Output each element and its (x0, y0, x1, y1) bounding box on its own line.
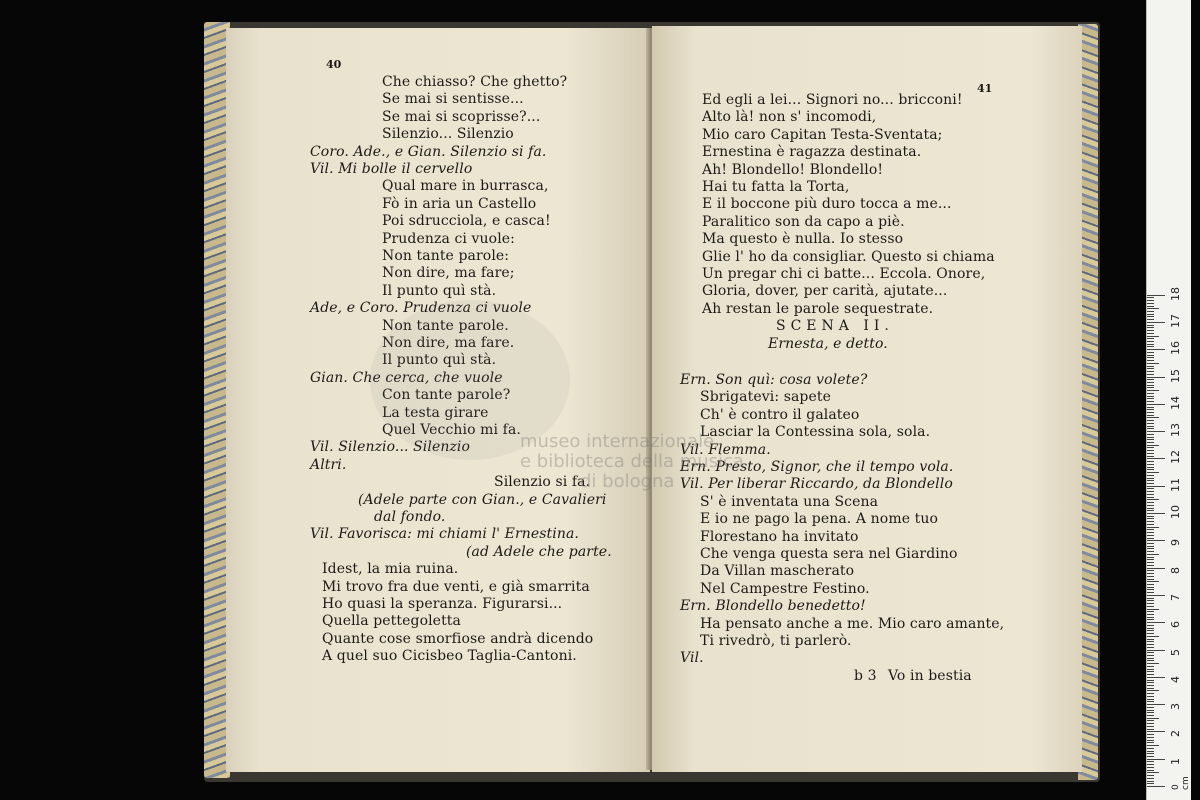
ruler-tick (1147, 677, 1165, 678)
text-line: Mio caro Capitan Testa-Sventata; (702, 126, 943, 143)
text-line: Silenzio si fa. (494, 474, 591, 491)
text-line: Nel Campestre Festino. (700, 580, 870, 597)
ruler-number: 10 (1169, 505, 1182, 519)
ruler-tick (1147, 439, 1154, 440)
text-line: Gloria, dover, per carità, ajutate... (702, 283, 948, 300)
ruler-tick (1147, 412, 1154, 413)
ruler-tick (1147, 674, 1154, 675)
ruler-tick (1147, 447, 1154, 448)
ruler-tick (1147, 319, 1154, 320)
text-line: Ade, e Coro. Prudenza ci vuole (310, 300, 532, 317)
ruler-tick (1147, 513, 1165, 514)
ruler-tick (1147, 701, 1154, 702)
ruler-tick (1147, 641, 1154, 642)
ruler-number: 6 (1169, 621, 1182, 629)
ruler-tick (1147, 781, 1154, 782)
ruler-tick (1147, 363, 1159, 364)
text-line: Non tante parole: (382, 248, 510, 264)
text-line: Se mai si scoprisse?... (382, 108, 541, 125)
ruler-tick (1147, 480, 1154, 481)
ruler-tick (1147, 630, 1154, 631)
ruler-tick (1147, 377, 1165, 378)
ruler-number: 18 (1169, 286, 1182, 301)
ruler-tick (1147, 338, 1154, 339)
text-line: La testa girare (382, 404, 489, 421)
ruler-tick (1147, 546, 1154, 547)
ruler-number: 8 (1169, 566, 1182, 574)
ruler-number: 14 (1169, 395, 1182, 410)
ruler-tick (1147, 603, 1154, 604)
text-line: Glie l' ho da consigliar. Questo si chiama (702, 248, 995, 265)
text-line: Ed egli a lei... Signori no... bricconi! (702, 92, 963, 108)
ruler-tick (1147, 516, 1154, 517)
ruler-tick (1147, 723, 1154, 724)
ruler-tick (1147, 745, 1159, 746)
ruler-tick (1147, 699, 1154, 700)
text-line: Quel Vecchio mi fa. (382, 422, 521, 438)
ruler-tick (1147, 748, 1154, 749)
ruler-tick (1147, 589, 1154, 590)
ruler-tick (1147, 636, 1159, 637)
text-line: Ha pensato anche a me. Mio caro amante, (700, 615, 1005, 632)
ruler-tick (1147, 644, 1154, 645)
text-line: E il boccone più duro tocca a me... (702, 196, 952, 213)
ruler-tick (1147, 565, 1154, 566)
ruler-tick (1147, 360, 1154, 361)
ruler-tick (1147, 559, 1154, 560)
ruler-tick (1147, 437, 1154, 438)
ruler-tick (1147, 505, 1154, 506)
scene-characters: Ernesta, e detto. (768, 336, 888, 352)
ruler-tick (1147, 333, 1154, 334)
text-line: Un pregar chi ci batte... Eccola. Onore, (702, 266, 986, 282)
text-line: A quel suo Cicisbeo Taglia-Cantoni. (322, 648, 577, 665)
ruler-tick (1147, 682, 1154, 683)
ruler-tick (1147, 617, 1154, 618)
text-line: Altri. (310, 456, 347, 473)
ruler-tick (1147, 379, 1154, 380)
text-line: Da Villan mascherato (700, 563, 855, 580)
ruler-tick (1147, 562, 1154, 563)
ruler-tick (1147, 598, 1154, 599)
scene-heading: SCENA II. (776, 318, 894, 334)
ruler-tick (1147, 478, 1154, 479)
ruler-tick (1147, 508, 1154, 509)
ruler-tick (1147, 336, 1159, 337)
ruler-tick (1147, 710, 1154, 711)
ruler-tick (1147, 401, 1154, 402)
ruler-tick (1147, 729, 1154, 730)
page-number-left: 40 (326, 58, 342, 71)
ruler-tick (1147, 551, 1154, 552)
ruler-tick (1147, 540, 1165, 541)
ruler-tick (1147, 327, 1154, 328)
text-line: Ernestina è ragazza destinata. (702, 144, 922, 161)
ruler-tick (1147, 295, 1165, 296)
ruler-tick (1147, 611, 1154, 612)
ruler-tick (1147, 759, 1165, 760)
ruler-tick (1147, 445, 1159, 446)
text-line: Se mai si sentisse... (382, 91, 524, 108)
ruler-tick (1147, 390, 1159, 391)
text-line: Ti rivedrò, ti parlerò. (700, 633, 852, 649)
text-line: Poi sdrucciola, e casca! (382, 213, 551, 230)
ruler-unit: 0 cm (1171, 776, 1191, 790)
ruler-number: 5 (1169, 648, 1182, 656)
ruler-tick (1147, 458, 1165, 459)
watermark-line-1: museo internazionale (520, 431, 715, 452)
ruler-number: 17 (1169, 313, 1182, 328)
ruler-tick (1147, 344, 1154, 345)
ruler-tick (1147, 704, 1165, 705)
ruler-tick (1147, 368, 1154, 369)
ruler-tick (1147, 726, 1154, 727)
ruler-tick (1147, 663, 1159, 664)
ruler-tick (1147, 297, 1154, 298)
ruler-tick (1147, 472, 1159, 473)
ruler-tick (1147, 415, 1154, 416)
ruler-tick (1147, 538, 1154, 539)
ruler-tick (1147, 527, 1159, 528)
ruler-number: 4 (1169, 675, 1182, 683)
ruler-tick (1147, 349, 1165, 350)
ruler-tick (1147, 764, 1154, 765)
ruler-tick (1147, 720, 1154, 721)
ruler-tick (1147, 731, 1165, 732)
ruler-tick (1147, 786, 1165, 787)
text-line: Non dire, ma fare. (382, 335, 515, 351)
ruler-tick (1147, 423, 1154, 424)
ruler-tick (1147, 467, 1154, 468)
ruler-tick (1147, 587, 1154, 588)
ruler-tick (1147, 524, 1154, 525)
ruler-tick (1147, 316, 1154, 317)
ruler-tick (1147, 352, 1154, 353)
ruler-tick (1147, 693, 1154, 694)
ruler-tick (1147, 628, 1154, 629)
text-line: Idest, la mia ruina. (322, 561, 459, 578)
ruler-tick (1147, 614, 1154, 615)
ruler-tick (1147, 742, 1154, 743)
ruler-tick (1147, 426, 1154, 427)
text-line: Qual mare in burrasca, (382, 178, 549, 195)
ruler-tick (1147, 600, 1154, 601)
text-line: Ho quasi la speranza. Figurarsi... (322, 596, 563, 612)
text-line: Fò in aria un Castello (382, 195, 537, 212)
ruler-tick (1147, 712, 1154, 713)
watermark-line-3: di bologna (580, 471, 675, 492)
ruler-tick (1147, 751, 1154, 752)
ruler-tick (1147, 633, 1154, 634)
ruler-tick (1147, 535, 1154, 536)
text-line: dal fondo. (374, 509, 446, 525)
ruler-tick (1147, 655, 1154, 656)
text-line: (ad Adele che parte. (466, 543, 612, 560)
ruler-tick (1147, 464, 1154, 465)
ruler-tick (1147, 404, 1165, 405)
ruler-tick (1147, 696, 1154, 697)
ruler-tick (1147, 650, 1165, 651)
ruler-tick (1147, 658, 1154, 659)
ruler-tick (1147, 300, 1154, 301)
ruler-tick (1147, 393, 1154, 394)
ruler-tick (1147, 557, 1154, 558)
ruler-tick (1147, 355, 1154, 356)
ruler-tick (1147, 579, 1154, 580)
ruler-tick (1147, 398, 1154, 399)
text-line: Florestano ha invitato (700, 528, 859, 545)
ruler-tick (1147, 685, 1154, 686)
ruler-tick (1147, 660, 1154, 661)
text-line: Vil. (680, 650, 704, 667)
ruler-tick (1147, 442, 1154, 443)
ruler-tick (1147, 570, 1154, 571)
ruler-tick (1147, 592, 1154, 593)
ruler-tick (1147, 756, 1154, 757)
ruler-tick (1147, 475, 1154, 476)
watermark-line-2: e biblioteca della musica (520, 451, 744, 472)
ruler-tick (1147, 543, 1154, 544)
ruler-tick (1147, 715, 1154, 716)
ruler-tick (1147, 420, 1154, 421)
text-line: Il punto quì stà. (382, 282, 497, 299)
ruler-tick (1147, 491, 1154, 492)
text-line: (Adele parte con Gian., e Cavalieri (358, 491, 607, 508)
text-line: Ch' è contro il galateo (700, 406, 860, 423)
ruler-tick (1147, 371, 1154, 372)
ruler-tick (1147, 428, 1154, 429)
ruler-tick (1147, 497, 1154, 498)
ruler-tick (1147, 783, 1154, 784)
ruler-tick (1147, 357, 1154, 358)
ruler-tick (1147, 456, 1154, 457)
ruler-tick (1147, 707, 1154, 708)
ruler-tick (1147, 770, 1154, 771)
ruler-tick (1147, 488, 1154, 489)
ruler-tick (1147, 772, 1159, 773)
text-line: Ern. Son quì: cosa volete? (680, 372, 868, 388)
ruler-tick (1147, 308, 1159, 309)
ruler-tick (1147, 314, 1154, 315)
text-line: E io ne pago la pena. A nome tuo (700, 511, 939, 528)
ruler-tick (1147, 330, 1154, 331)
ruler-tick (1147, 396, 1154, 397)
ruler-tick (1147, 680, 1154, 681)
ruler-tick (1147, 311, 1154, 312)
ruler-tick (1147, 625, 1154, 626)
ruler-number: 12 (1169, 450, 1182, 465)
ruler-tick (1147, 303, 1154, 304)
text-line: Hai tu fatta la Torta, (702, 179, 850, 195)
text-line: Ah! Blondello! Blondello! (702, 161, 884, 178)
ruler-tick (1147, 431, 1165, 432)
ruler-tick (1147, 529, 1154, 530)
ruler-number: 3 (1169, 703, 1182, 711)
ruler-tick (1147, 761, 1154, 762)
ruler-tick (1147, 382, 1154, 383)
ruler-tick (1147, 666, 1154, 667)
ruler-tick (1147, 532, 1154, 533)
ruler-tick (1147, 671, 1154, 672)
text-line: Mi trovo fra due venti, e già smarrita (322, 578, 590, 595)
ruler-tick (1147, 554, 1159, 555)
text-line: Vo in bestia (888, 667, 972, 684)
ruler-number: 9 (1169, 539, 1182, 547)
text-line: Non tante parole. (382, 317, 509, 334)
ruler-tick (1147, 417, 1159, 418)
ruler-tick (1147, 374, 1154, 375)
ruler-tick (1147, 453, 1154, 454)
text-line: Prudenza ci vuole: (382, 230, 515, 247)
ruler-tick (1147, 619, 1154, 620)
ruler-tick (1147, 387, 1154, 388)
ruler-number: 15 (1169, 368, 1182, 383)
page-number-right: 41 (977, 82, 993, 95)
text-line: Che venga questa sera nel Giardino (700, 546, 958, 562)
text-line: Ah restan le parole sequestrate. (702, 300, 934, 317)
text-line: Che chiasso? Che ghetto? (382, 74, 568, 90)
text-line: Vil. Flemma. (680, 441, 771, 458)
ruler-tick (1147, 775, 1154, 776)
ruler-tick (1147, 595, 1165, 596)
text-line: Gian. Che cerca, che vuole (310, 369, 503, 386)
ruler-tick (1147, 434, 1154, 435)
signature-mark: b 3 (854, 668, 877, 684)
ruler-tick (1147, 483, 1154, 484)
ruler-tick (1147, 778, 1154, 779)
ruler-tick (1147, 690, 1159, 691)
text-line: Paralitico son da capo a piè. (702, 213, 905, 230)
ruler-tick (1147, 669, 1154, 670)
text-line: Alto là! non s' incomodi, (702, 109, 877, 126)
text-line: Con tante parole? (382, 387, 511, 404)
ruler-tick (1147, 718, 1159, 719)
ruler-tick (1147, 584, 1154, 585)
ruler-tick (1147, 494, 1154, 495)
ruler-tick (1147, 407, 1154, 408)
text-line: Vil. Favorisca: mi chiami l' Ernestina. (310, 526, 579, 543)
ruler-tick (1147, 609, 1159, 610)
text-line: Il punto quì stà. (382, 352, 497, 369)
ruler-tick (1147, 366, 1154, 367)
ruler-number: 13 (1169, 423, 1182, 438)
text-line: Silenzio... Silenzio (382, 126, 514, 143)
ruler-tick (1147, 767, 1154, 768)
ruler-tick (1147, 461, 1154, 462)
ruler-tick (1147, 639, 1154, 640)
ruler-tick (1147, 510, 1154, 511)
ruler-tick (1147, 450, 1154, 451)
ruler-tick (1147, 622, 1165, 623)
ruler-tick (1147, 325, 1154, 326)
ruler-tick (1147, 581, 1159, 582)
right-page (652, 26, 1082, 772)
ruler-number: 7 (1169, 593, 1182, 601)
ruler-number: 2 (1169, 730, 1182, 738)
ruler-tick (1147, 322, 1165, 323)
measurement-ruler (1146, 0, 1191, 800)
ruler-tick (1147, 521, 1154, 522)
ruler-tick (1147, 499, 1159, 500)
watermark-text (520, 432, 744, 492)
ruler-number: 16 (1169, 341, 1182, 356)
text-line: Non dire, ma fare; (382, 265, 515, 282)
ruler-tick (1147, 573, 1154, 574)
ruler-tick (1147, 341, 1154, 342)
ruler-tick (1147, 737, 1154, 738)
ruler-tick (1147, 647, 1154, 648)
text-line: Quella pettegoletta (322, 613, 461, 630)
text-line: Lasciar la Contessina sola, sola. (700, 424, 931, 441)
text-line: Ern. Presto, Signor, che il tempo vola. (680, 459, 954, 475)
ruler-tick (1147, 518, 1154, 519)
ruler-tick (1147, 486, 1165, 487)
ruler-tick (1147, 652, 1154, 653)
ruler-tick (1147, 576, 1154, 577)
ruler-tick (1147, 409, 1154, 410)
text-line: S' è inventata una Scena (700, 493, 879, 510)
text-line: Vil. Mi bolle il cervello (310, 161, 473, 177)
ruler-number: 1 (1169, 757, 1182, 765)
text-line: Coro. Ade., e Gian. Silenzio si fa. (310, 143, 547, 160)
ruler-tick (1147, 346, 1154, 347)
ruler-tick (1147, 606, 1154, 607)
ruler-tick (1147, 740, 1154, 741)
ruler-number: 11 (1169, 477, 1182, 492)
text-line: Vil. Silenzio... Silenzio (310, 439, 471, 456)
ruler-tick (1147, 469, 1154, 470)
ruler-tick (1147, 385, 1154, 386)
ruler-tick (1147, 734, 1154, 735)
ruler-tick (1147, 753, 1154, 754)
ruler-tick (1147, 306, 1154, 307)
ruler-tick (1147, 548, 1154, 549)
text-line: Vil. Per liberar Riccardo, da Blondello (680, 476, 953, 493)
text-line: Quante cose smorfiose andrà dicendo (322, 630, 594, 647)
text-line: Ern. Blondello benedetto! (680, 598, 866, 615)
text-line: Sbrigatevi: sapete (700, 389, 831, 406)
ruler-tick (1147, 688, 1154, 689)
text-line: Ma questo è nulla. Io stesso (702, 231, 904, 248)
ruler-tick (1147, 502, 1154, 503)
ruler-tick (1147, 568, 1165, 569)
